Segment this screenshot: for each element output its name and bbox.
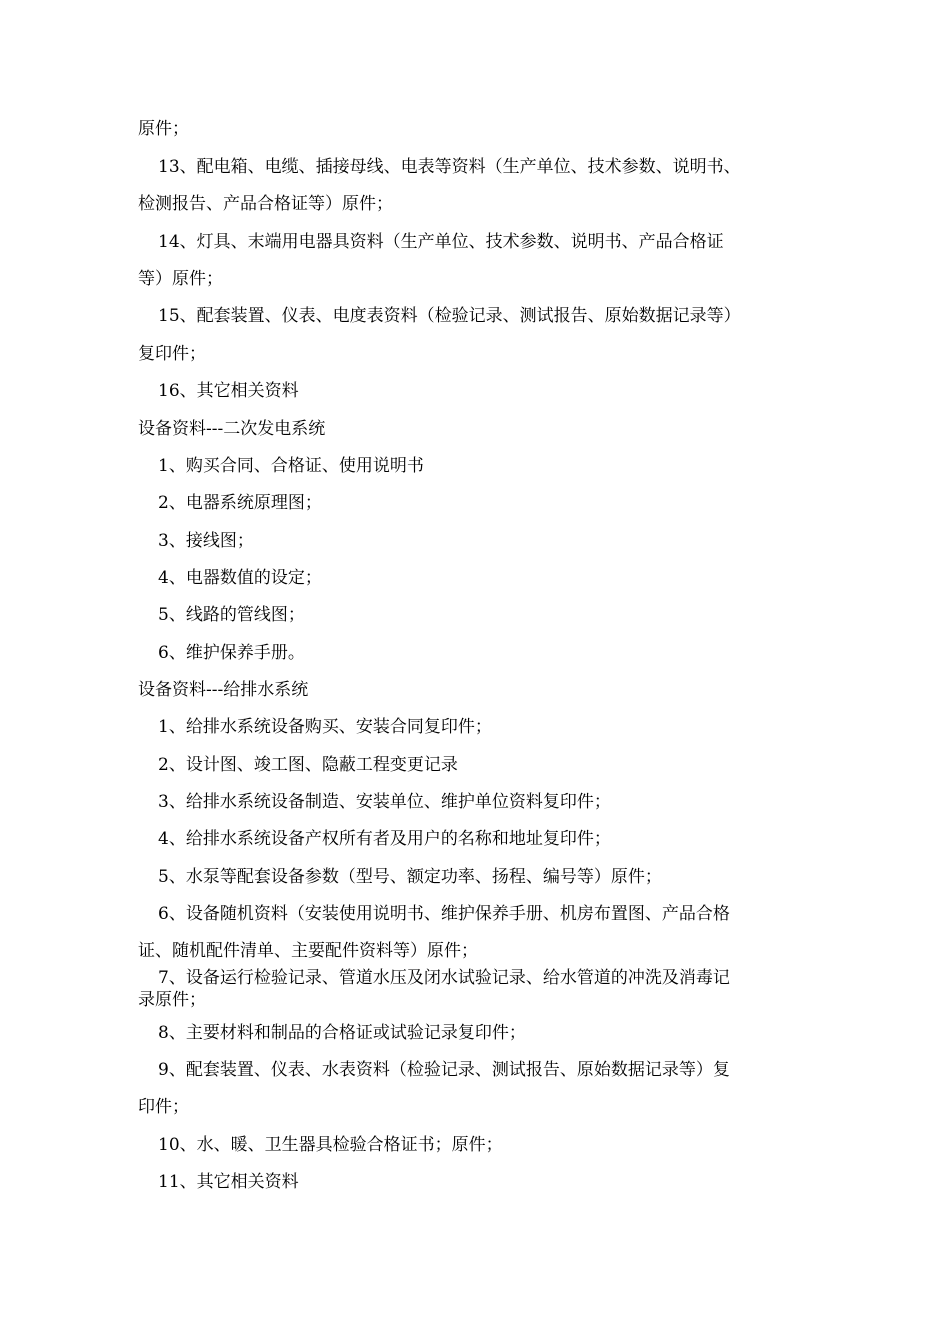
text-line: 16、其它相关资料 (158, 381, 299, 401)
text-line: 2、电器系统原理图； (158, 493, 322, 513)
text-line: 印件； (138, 1097, 189, 1117)
text-line: 2、设计图、竣工图、隐蔽工程变更记录 (158, 755, 458, 775)
text-line: 13、配电箱、电缆、插接母线、电表等资料（生产单位、技术参数、说明书、 (158, 157, 741, 177)
text-line: 4、给排水系统设备产权所有者及用户的名称和地址复印件； (158, 829, 611, 849)
text-line: 1、购买合同、合格证、使用说明书 (158, 456, 424, 476)
text-line: 复印件； (138, 344, 206, 364)
text-line: 15、配套装置、仪表、电度表资料（检验记录、测试报告、原始数据记录等） (158, 306, 741, 326)
section-heading: 设备资料---二次发电系统 (138, 419, 326, 439)
text-line: 4、电器数值的设定； (158, 568, 322, 588)
text-line: 原件； (138, 119, 189, 139)
text-line: 6、维护保养手册。 (158, 643, 305, 663)
text-line: 1、给排水系统设备购买、安装合同复印件； (158, 717, 492, 737)
section-heading: 设备资料---给排水系统 (138, 680, 309, 700)
text-line: 8、主要材料和制品的合格证或试验记录复印件； (158, 1023, 526, 1043)
text-line: 9、配套装置、仪表、水表资料（检验记录、测试报告、原始数据记录等）复 (158, 1060, 730, 1080)
text-line: 录原件； (138, 990, 206, 1010)
text-line: 检测报告、产品合格证等）原件； (138, 194, 393, 214)
text-line: 7、设备运行检验记录、管道水压及闭水试验记录、给水管道的冲洗及消毒记 (158, 968, 730, 988)
text-line: 5、水泵等配套设备参数（型号、额定功率、扬程、编号等）原件； (158, 867, 662, 887)
text-line: 5、线路的管线图； (158, 605, 305, 625)
text-line: 10、水、暖、卫生器具检验合格证书；原件； (158, 1135, 503, 1155)
text-line: 证、随机配件清单、主要配件资料等）原件； (138, 941, 478, 961)
text-line: 等）原件； (138, 269, 223, 289)
text-line: 14、灯具、末端用电器具资料（生产单位、技术参数、说明书、产品合格证 (158, 232, 724, 252)
text-line: 3、接线图； (158, 531, 254, 551)
text-line: 11、其它相关资料 (158, 1172, 299, 1192)
text-line: 3、给排水系统设备制造、安装单位、维护单位资料复印件； (158, 792, 611, 812)
text-line: 6、设备随机资料（安装使用说明书、维护保养手册、机房布置图、产品合格 (158, 904, 730, 924)
